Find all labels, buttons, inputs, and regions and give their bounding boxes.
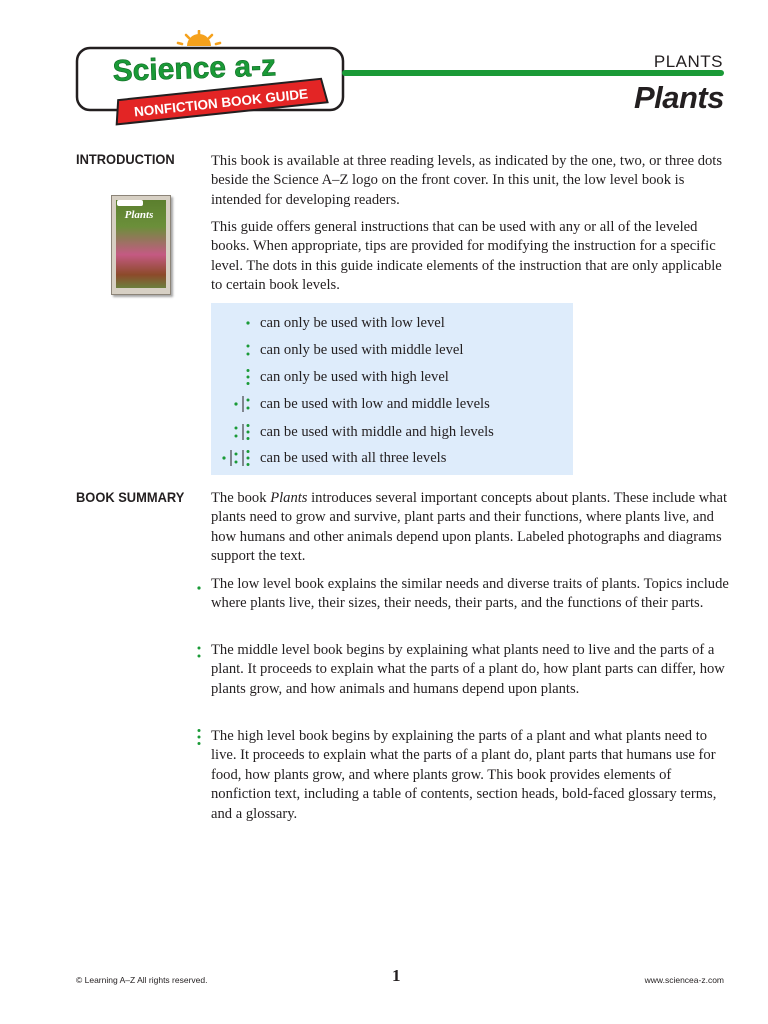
level-dot	[247, 457, 250, 460]
cover-title: Plants	[124, 209, 154, 221]
copyright-notice: © Learning A–Z All rights reserved.	[76, 975, 208, 985]
level-dot	[247, 353, 250, 356]
level-dot	[222, 456, 225, 459]
low-level-description: The low level book explains the similar needs and diverse traits of plants. Topics include where plants live, their sizes, their needs, their parts, and the functions of their parts.	[211, 576, 729, 612]
legend-row	[211, 313, 573, 333]
introduction-paragraph-2: This guide offers general instructions that can be used with any or all of the leveled books. When appropriate, tips are provided for modifying the instruction for a specific level. The dots in this guide indicate elements of the instruction that are only applicable to certain book levels.	[211, 219, 722, 294]
level-dots-icon	[245, 313, 253, 333]
logo-subtitle: NONFICTION BOOK GUIDE	[133, 86, 309, 120]
legend-row	[211, 367, 573, 387]
level-dot	[247, 463, 250, 466]
level-dot	[198, 742, 201, 745]
legend-text: can be used with all three levels	[260, 450, 447, 466]
level-dot	[247, 376, 250, 379]
level-dot	[247, 450, 250, 453]
level-dots-icon	[196, 727, 204, 747]
page-number: 1	[392, 966, 401, 985]
level-legend	[211, 303, 573, 475]
level-dot	[235, 427, 238, 430]
legend-text: can only be used with high level	[260, 369, 449, 385]
section-label: PLANTS	[653, 52, 723, 71]
level-dot	[247, 369, 250, 372]
legend-text: can be used with low and middle levels	[260, 396, 490, 412]
level-dot	[234, 402, 237, 405]
website-url: www.sciencea-z.com	[644, 975, 724, 985]
legend-row	[211, 448, 573, 468]
level-dot	[247, 399, 250, 402]
level-dot	[198, 647, 201, 650]
book-cover-thumbnail	[111, 195, 171, 295]
level-dot	[198, 655, 201, 658]
level-dot	[247, 407, 250, 410]
legend-text: can only be used with middle level	[260, 342, 464, 358]
middle-level-description: The middle level book begins by explaining what plants need to live and the parts of a plant. It proceeds to explain what the parts of a plant do, how plant parts can differ, how plants grow, and how animals and humans depend upon plants.	[211, 642, 725, 697]
summary-book-title: Plants	[270, 490, 308, 506]
level-dot	[247, 382, 250, 385]
level-dots-icon	[233, 394, 253, 414]
level-dot	[247, 424, 250, 427]
level-dots-icon	[196, 578, 204, 598]
introduction-heading: INTRODUCTION	[76, 151, 175, 167]
legend-text: can only be used with low level	[260, 315, 445, 331]
logo-wordmark: Science a-z	[112, 49, 277, 88]
legend-row	[211, 394, 573, 414]
level-dot	[247, 437, 250, 440]
level-dots-icon	[233, 422, 253, 442]
level-dot	[235, 461, 238, 464]
sun-icon	[178, 31, 220, 46]
legend-row	[211, 340, 573, 360]
summary-text: introduces several important concepts about plants. These include what plants need to grow and survive, plant parts and their functions, where plants live, and how humans and other animals depend upon plants. Labeled photographs and diagrams support the text.	[211, 490, 728, 565]
legend-text: can be used with middle and high levels	[260, 424, 494, 440]
level-dot	[247, 345, 250, 348]
cover-logo-icon	[117, 200, 143, 206]
level-dot	[235, 435, 238, 438]
level-dot	[198, 736, 201, 739]
level-dot	[247, 431, 250, 434]
high-level-description: The high level book begins by explaining the parts of a plant and what plants need to live. It proceeds to explain what the parts of a plant do, plant parts that humans use for food, how plants grow, and where plants grow. This book provides elements of nonfiction text, including a table of contents, section heads, bold-faced glossary terms, and a glossary.	[211, 728, 717, 822]
level-dot	[235, 453, 238, 456]
level-dots-icon	[245, 367, 253, 387]
legend-row	[211, 422, 573, 442]
book-summary-heading: BOOK SUMMARY	[76, 489, 185, 505]
introduction-paragraph-1: This book is available at three reading levels, as indicated by the one, two, or three dots beside the Science A–Z logo on the front cover. In this unit, the low level book is intended for developing readers.	[211, 153, 723, 208]
level-dot	[198, 729, 201, 732]
level-dots-icon	[221, 448, 253, 468]
book-summary-paragraph	[211, 489, 731, 567]
summary-text: The book	[211, 490, 271, 506]
level-dots-icon	[245, 340, 253, 360]
level-dots-icon	[196, 642, 204, 662]
level-dot	[246, 321, 249, 324]
science-a-z-logo	[75, 30, 347, 130]
level-dot	[197, 586, 200, 589]
book-title: Plants	[633, 80, 724, 115]
